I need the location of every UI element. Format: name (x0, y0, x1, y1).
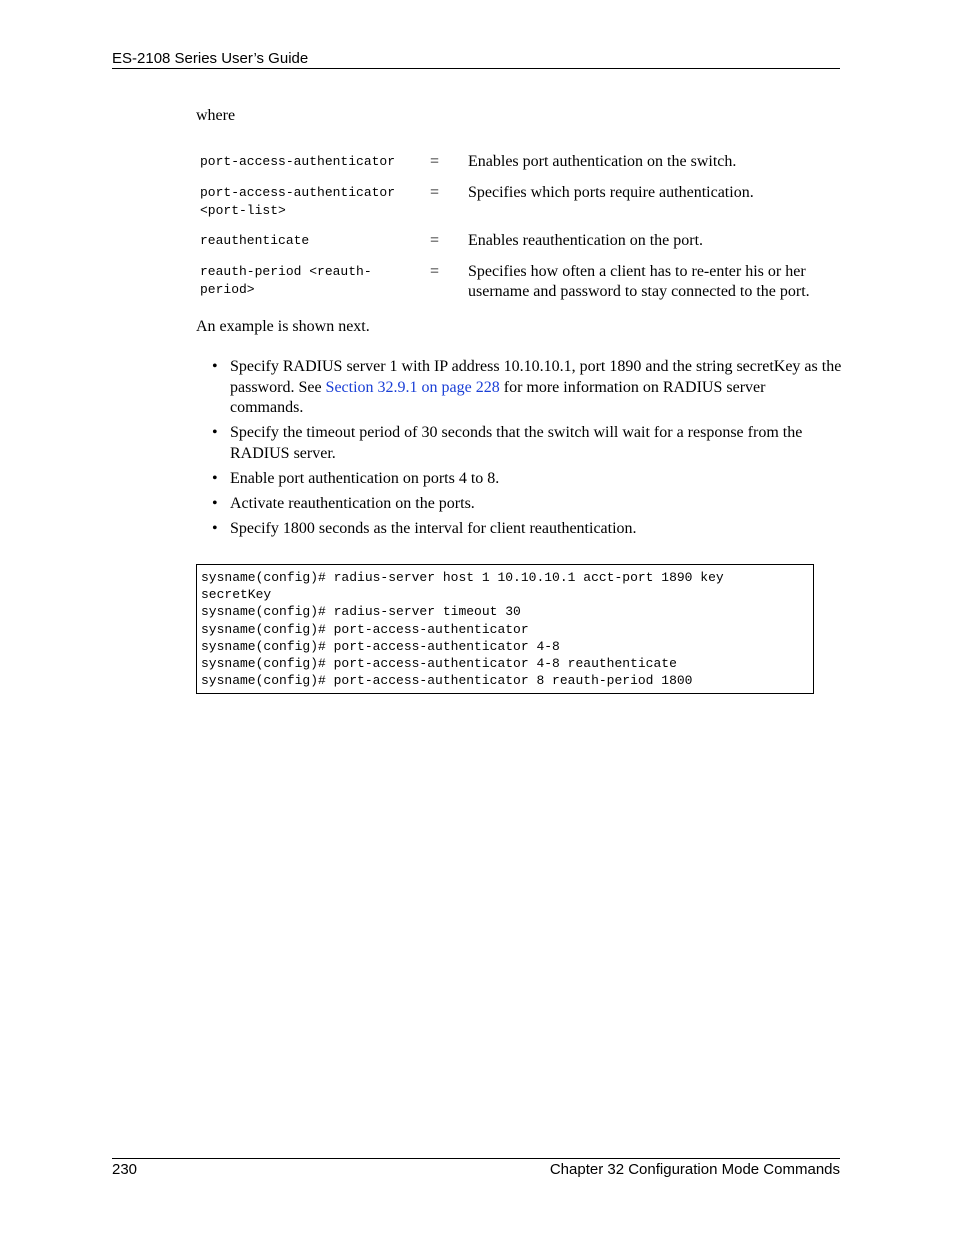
page-number: 230 (112, 1161, 138, 1178)
code-line: sysname(config)# radius-server host 1 10.10.10.1 acct-port 1890 key (201, 570, 724, 585)
param-command (196, 260, 430, 311)
param-command (196, 229, 430, 260)
where-label: where (196, 107, 236, 124)
param-description: Specifies which ports require authentication. (468, 184, 754, 201)
param-description: Enables reauthentication on the port. (468, 232, 704, 249)
page-header (112, 50, 840, 69)
param-command (196, 181, 430, 229)
param-command-line: reauth-period <reauth- (200, 264, 372, 279)
equals-sign: = (430, 153, 440, 170)
bullet-text: Specify RADIUS server 1 with IP address 10.10.10.1, port 1890 and the string secretKey as the password. See (230, 358, 842, 396)
list-item: • Specify 1800 seconds as the interval for client reauthentication. (212, 519, 842, 540)
parameter-table (196, 150, 844, 311)
code-line: sysname(config)# port-access-authenticator (201, 621, 529, 637)
table-row (196, 260, 844, 311)
list-item: • Specify the timeout period of 30 seconds that the switch will wait for a response from the RADIUS server. (212, 423, 842, 464)
section-link[interactable]: Section 32.9.1 on page 228 (325, 378, 500, 396)
equals-sign: = (430, 263, 440, 280)
chapter-title: Chapter 32 Configuration Mode Commands (549, 1161, 840, 1178)
code-line: sysname(config)# radius-server timeout 30 (201, 604, 521, 620)
code-line: secretKey (201, 587, 272, 603)
page-footer (112, 1158, 840, 1178)
step-list (212, 357, 842, 544)
list-item: • Enable port authentication on ports 4 to 8. (212, 469, 842, 490)
table-row (196, 181, 844, 229)
list-item: • Activate reauthentication on the ports. (212, 494, 842, 515)
table-row (196, 229, 844, 260)
param-command-line: port-access-authenticator (200, 185, 396, 200)
code-example-box (196, 564, 814, 694)
equals-sign: = (430, 184, 440, 201)
code-line: sysname(config)# port-access-authenticator 4-8 reauthenticate (201, 655, 677, 671)
bullet-text: for more information on RADIUS server commands. (230, 378, 766, 416)
param-description: Specifies how often a client has to re-enter his or her username and password to stay connected to the port. (468, 263, 810, 300)
param-command-line: reauthenticate (200, 233, 310, 248)
param-description: Enables port authentication on the switch. (468, 153, 737, 170)
param-command-line: period> (200, 282, 255, 297)
param-command-line: port-access-authenticator (200, 154, 396, 169)
table-row (196, 150, 844, 181)
param-command-line: <port-list> (200, 203, 286, 218)
code-line: sysname(config)# port-access-authenticator 8 reauth-period 1800 (201, 673, 693, 689)
equals-sign: = (430, 232, 440, 249)
param-command (196, 150, 430, 181)
example-intro: An example is shown next. (196, 318, 370, 335)
code-line: sysname(config)# port-access-authenticator 4-8 (201, 638, 560, 654)
guide-title: ES-2108 Series User’s Guide (112, 50, 309, 67)
list-item (212, 357, 842, 419)
